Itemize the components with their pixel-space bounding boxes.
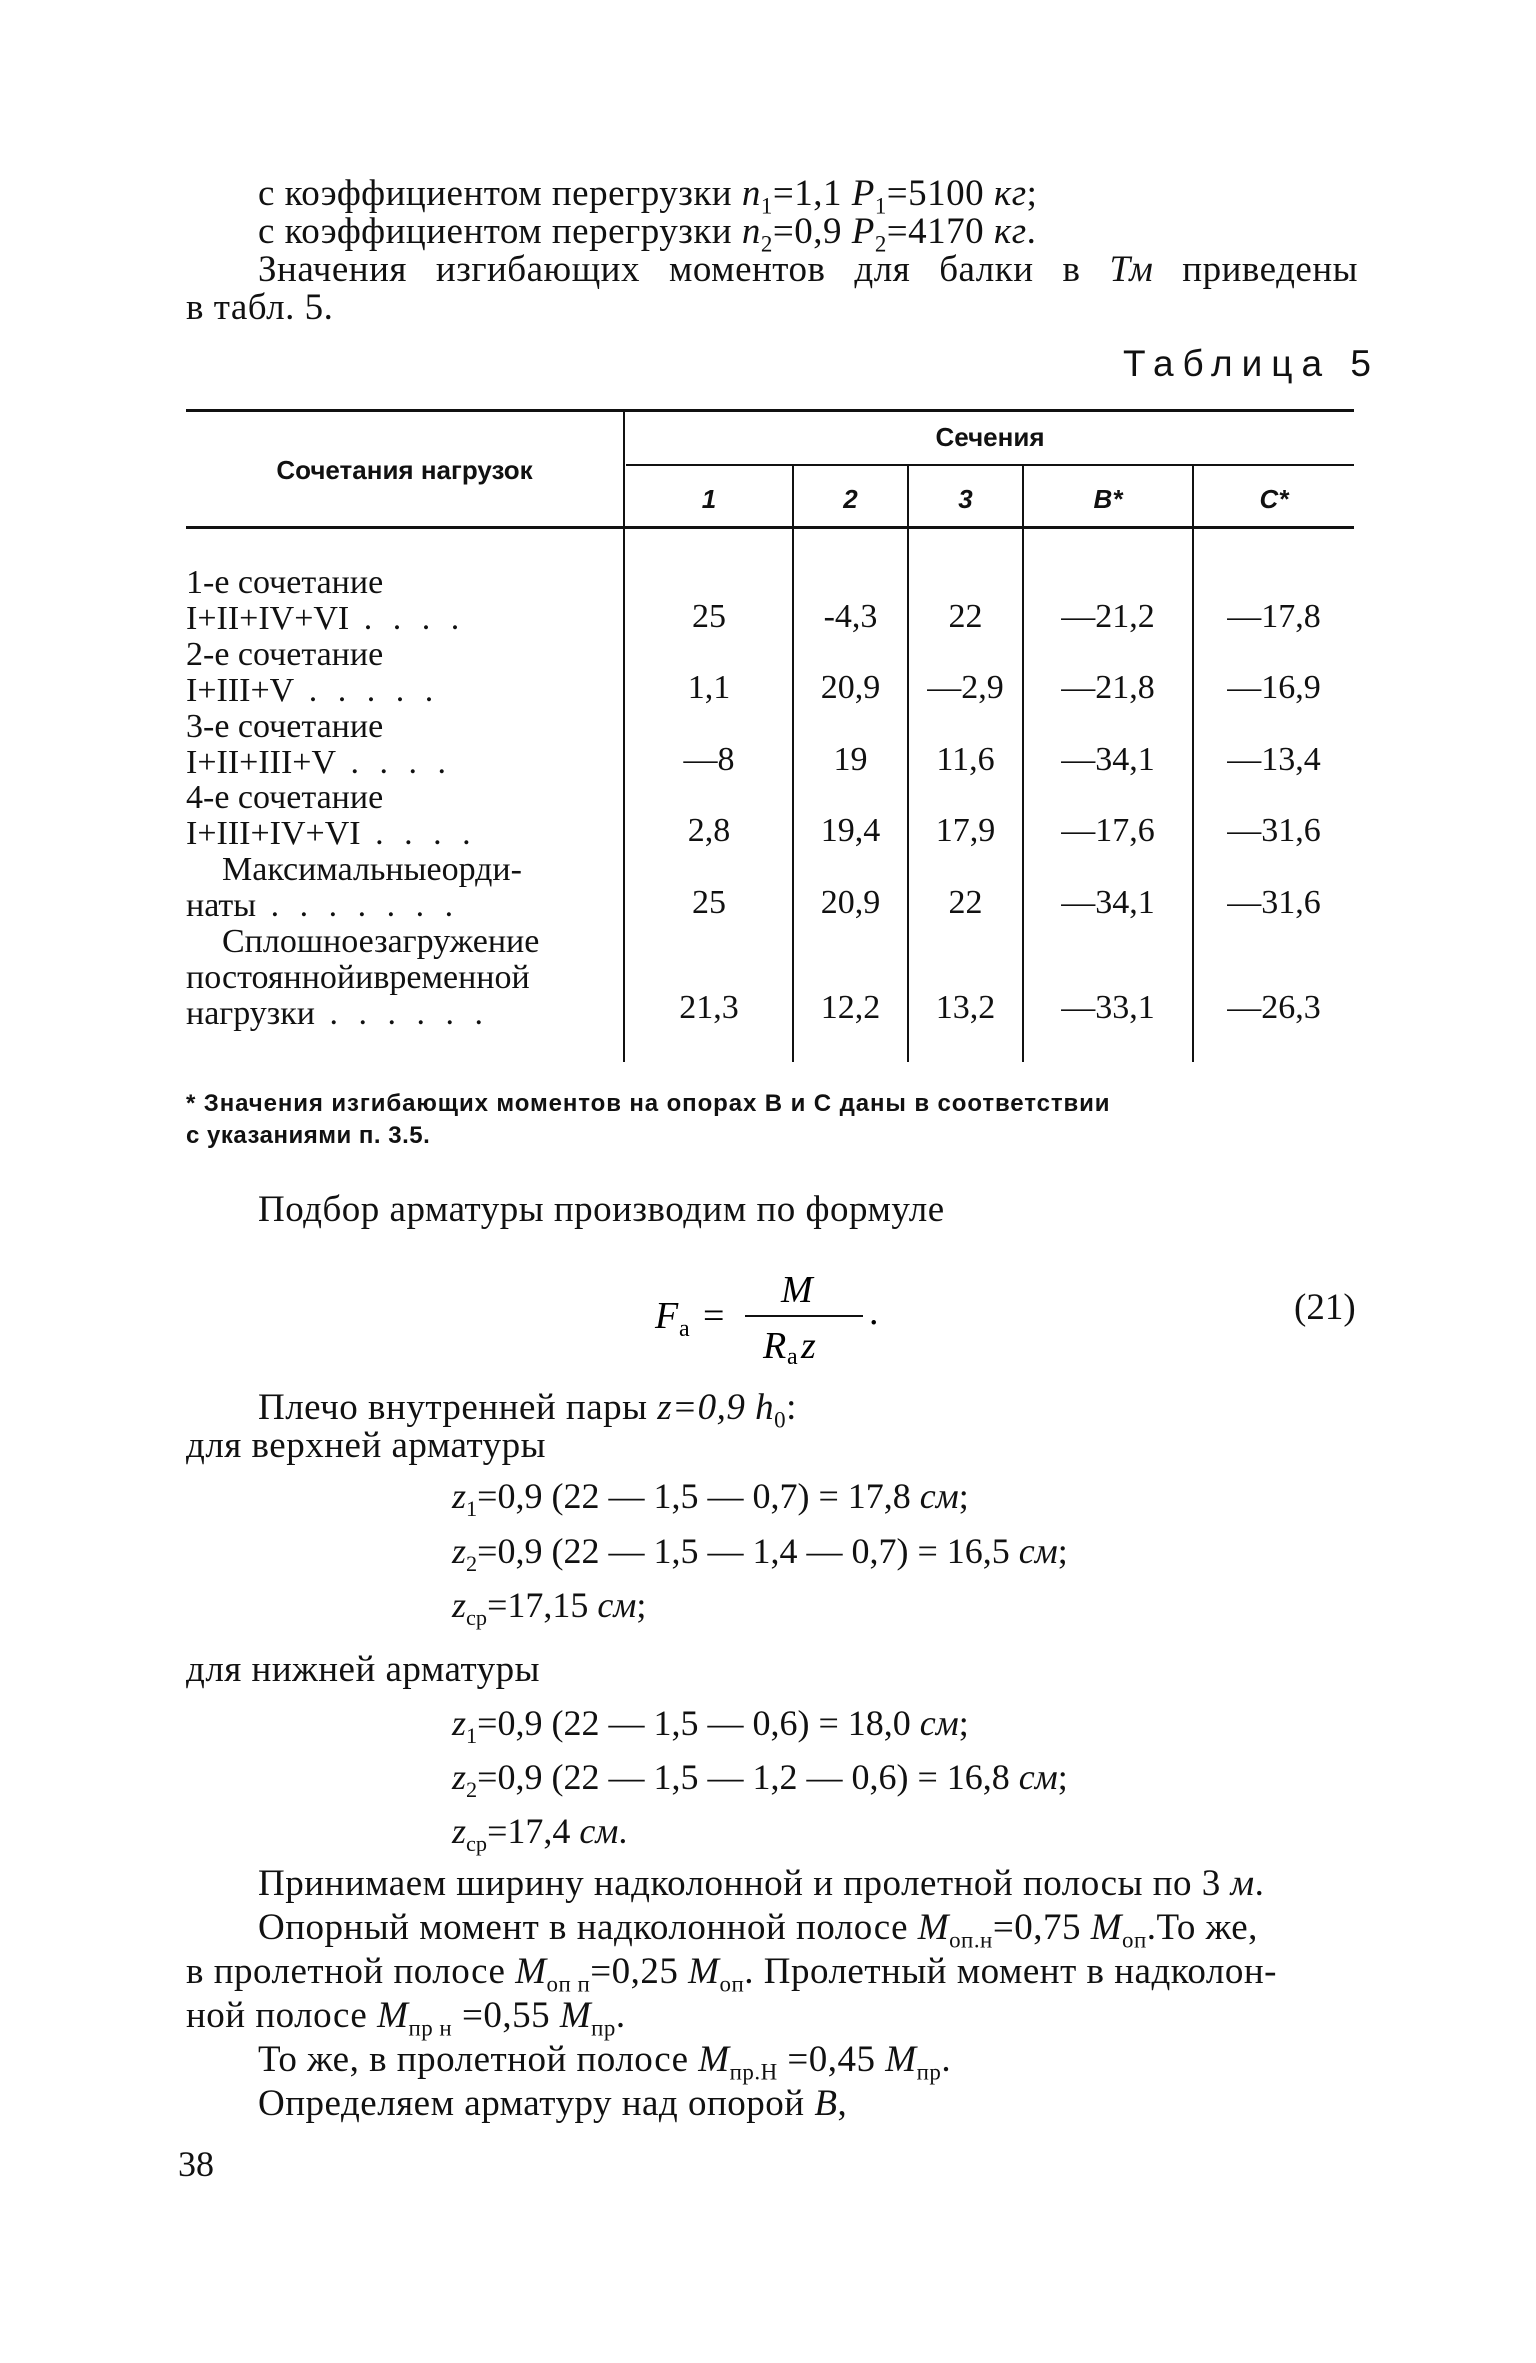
row-label-6: Сплошноезагружение постояннойивременной нагрузки . . . . . . [186, 924, 540, 1032]
table-cell: 20,9 [820, 884, 881, 921]
table-sections-rule [626, 464, 1354, 466]
paragraph-2: Опорный момент в надколонной полосе $M_{оп.н}=0,75$ $M_{оп}.То$ же, [258, 1907, 1258, 1953]
formula-21 [645, 1258, 885, 1368]
table-cell: —31,6 [1227, 812, 1321, 849]
lower-z1: $z_1=0,9$ (22 — 1,5 — 0,6) = 18,0 см; [452, 1703, 969, 1749]
table-cell: 13,2 [935, 989, 996, 1026]
equation-number: (21) [1294, 1287, 1356, 1328]
paragraph-6: Определяем арматуру над опорой B, [258, 2083, 848, 2124]
table-cell: 12,2 [820, 989, 881, 1026]
table-top-rule [186, 409, 1354, 412]
table-cell: 11,6 [936, 741, 995, 778]
intro-line-4: в табл. 5. [186, 287, 334, 328]
table-cell: —17,8 [1227, 598, 1321, 635]
header-col-C: C* [1259, 484, 1289, 514]
row-label-2: 2-е сочетание I+III+V . . . . . [186, 637, 440, 709]
formula-lhs-sub: a [679, 1316, 690, 1342]
table-cell: —33,1 [1061, 989, 1155, 1026]
page-number: 38 [178, 2144, 214, 2184]
intro-line-1: с коэффициентом перегрузки $n_1=1,1$ $P_1=5100$ кг; [258, 173, 1038, 219]
lower-zcp: $z_{ср}=17,4$ см. [452, 1811, 628, 1857]
table-cell: 19 [833, 741, 868, 778]
formula-den-z: z [801, 1325, 816, 1367]
table-cell: 19,4 [820, 812, 881, 849]
table-cell: -4,3 [823, 598, 878, 635]
table-cell: 25 [692, 884, 726, 921]
row-label-5: Максимальныеорди- наты . . . . . . . [186, 852, 522, 924]
table-cell: —34,1 [1061, 741, 1155, 778]
formula-dot: . [869, 1291, 879, 1333]
table-cell: 2,8 [687, 812, 731, 849]
header-col-3: 3 [958, 484, 973, 514]
intro-line-3: Значения изгибающих моментов для балки в Тм приведены [258, 249, 1358, 290]
formula-numerator: M [781, 1269, 813, 1311]
upper-z1: $z_1=0,9$ (22 — 1,5 — 0,7) = 17,8 см; [452, 1476, 969, 1522]
header-col-B: B* [1093, 484, 1123, 514]
table-cell: —21,2 [1061, 598, 1155, 635]
table-cell: 22 [948, 884, 983, 921]
table-cell: 17,9 [935, 812, 996, 849]
table-cell: 25 [692, 598, 726, 635]
row-label-3: 3-е сочетание I+II+III+V . . . . [186, 709, 453, 781]
lower-label: для нижней арматуры [186, 1649, 541, 1690]
header-col-2: 2 [843, 484, 858, 514]
selection-line: Подбор арматуры производим по формуле [258, 1189, 945, 1230]
table-cell: —26,3 [1227, 989, 1321, 1026]
table-cell: 1,1 [687, 669, 731, 706]
formula-lhs: F [655, 1295, 679, 1337]
formula-den-R: R [763, 1325, 787, 1367]
formula-den-sub: a [787, 1344, 798, 1368]
table-cell: —31,6 [1227, 884, 1321, 921]
lower-z2: $z_2=0,9$ (22 — 1,5 — 1,2 — 0,6) = 16,8 см; [452, 1757, 1068, 1803]
table-cell: —16,9 [1227, 669, 1321, 706]
upper-label: для верхней арматуры [186, 1425, 547, 1466]
header-combinations: Сочетания нагрузок [276, 455, 533, 485]
table-cell: —34,1 [1061, 884, 1155, 921]
row-label-1: 1-е сочетание I+II+IV+VI . . . . [186, 565, 466, 637]
table-cell: —17,6 [1061, 812, 1155, 849]
formula-eq: = [703, 1295, 725, 1337]
paragraph-4: ной полосе $M_{пр н} =0,55$ $M_{пр}$. [186, 1995, 626, 2041]
table-cell: —13,4 [1227, 741, 1321, 778]
table-cell: —8 [683, 741, 735, 778]
intro-line-2: с коэффициентом перегрузки $n_2=0,9$ $P_2=4170$ кг. [258, 211, 1037, 257]
paragraph-1: Принимаем ширину надколонной и пролетной полосы по 3 м. [258, 1863, 1265, 1904]
table-cell: 20,9 [820, 669, 881, 706]
paragraph-5: То же, в пролетной полосе $M_{пр.Н} =0,45$ $M_{пр}$. [258, 2039, 952, 2085]
table-footnote: * Значения изгибающих моментов на опорах B и C даны в соответствии с указаниями п. 3.5. [186, 1090, 1111, 1149]
table-cell: 21,3 [679, 989, 739, 1026]
table-header-bottom-rule [186, 526, 1354, 529]
table-cell: 22 [948, 598, 983, 635]
table-cell: —21,8 [1061, 669, 1155, 706]
row-label-4: 4-е сочетание I+III+IV+VI . . . . [186, 780, 477, 852]
table-cell: —2,9 [927, 669, 1004, 706]
lever-line: Плечо внутренней пары z=0,9 $h_0$: [258, 1387, 797, 1433]
table-caption: Таблица 5 [1123, 343, 1380, 384]
table-vline-label [623, 412, 625, 1062]
header-col-1: 1 [701, 484, 717, 514]
header-sections: Сечения [935, 422, 1045, 452]
upper-z2: $z_2=0,9$ (22 — 1,5 — 1,4 — 0,7) = 16,5 см; [452, 1531, 1068, 1577]
paragraph-3: в пролетной полосе $M_{оп п}=0,25$ $M_{оп}$. Пролетный момент в надколон- [186, 1951, 1277, 1997]
upper-zcp: $z_{ср}=17,15$ см; [452, 1585, 647, 1631]
